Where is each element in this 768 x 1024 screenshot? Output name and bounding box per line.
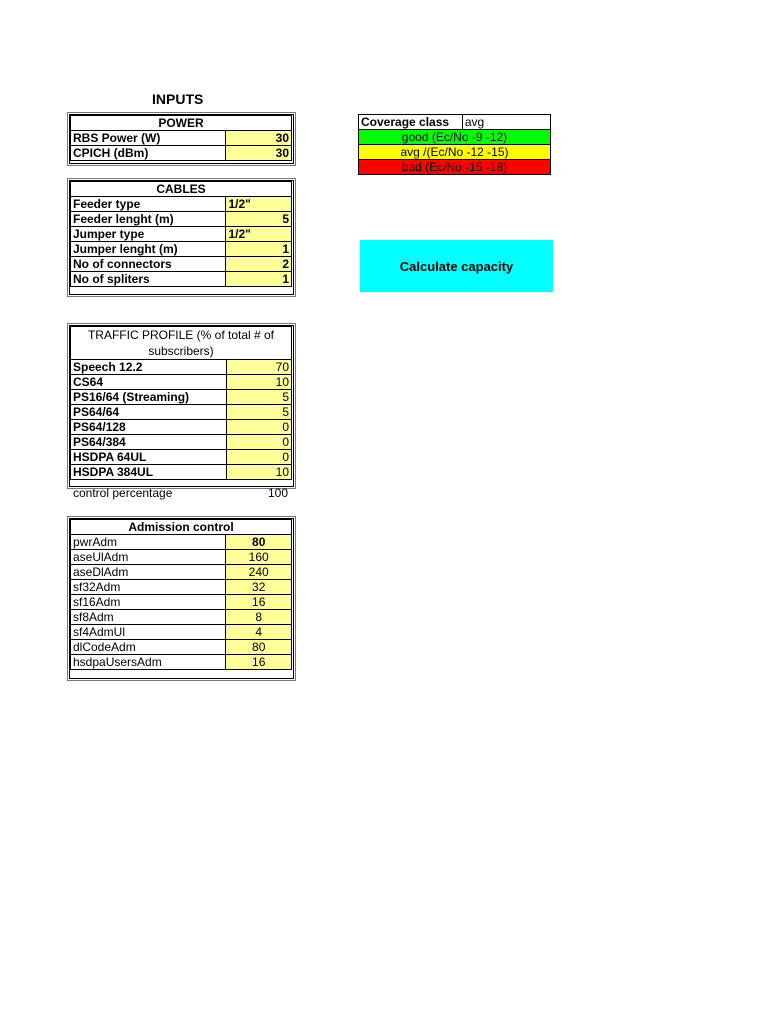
power-value-cell[interactable]: 30 [226,146,292,161]
cables-label: Jumper lenght (m) [71,242,226,257]
cables-label: No of connectors [71,257,226,272]
traffic-value-cell[interactable]: 5 [226,405,291,420]
table-row [359,115,551,130]
cables-label: Feeder type [71,197,226,212]
table-row [71,375,292,390]
coverage-class-label: Coverage class [359,115,463,130]
admission-value-cell[interactable]: 32 [226,580,292,595]
coverage-good: good (Ec/No -9 -12) [359,130,551,145]
table-row [71,465,292,480]
table-row [71,610,292,625]
power-header: POWER [71,116,292,131]
table-row [71,625,292,640]
control-percentage-label: control percentage [73,486,173,500]
table-row [71,535,292,550]
admission-label: sf32Adm [71,580,226,595]
power-table [70,115,292,161]
admission-label: aseDlAdm [71,565,226,580]
traffic-label: PS16/64 (Streaming) [71,390,227,405]
admission-value-cell[interactable]: 4 [226,625,292,640]
traffic-label: PS64/64 [71,405,227,420]
cables-value-cell[interactable]: 1/2" [226,227,292,242]
cables-value-cell[interactable]: 2 [226,257,292,272]
traffic-value-cell[interactable]: 5 [226,390,291,405]
table-row [71,257,292,272]
table-row [71,565,292,580]
table-row [71,580,292,595]
admission-value-cell[interactable]: 80 [226,640,292,655]
admission-label: pwrAdm [71,535,226,550]
traffic-label: CS64 [71,375,227,390]
table-row [71,640,292,655]
table-row [71,405,292,420]
coverage-table [358,114,551,175]
traffic-label: Speech 12.2 [71,360,227,375]
traffic-value-cell[interactable]: 70 [226,360,291,375]
traffic-header-line2: subscribers) [148,344,214,358]
table-row [71,227,292,242]
traffic-label: PS64/384 [71,435,227,450]
admission-label: sf4AdmUl [71,625,226,640]
cables-value-cell[interactable]: 1 [226,242,292,257]
table-row [71,435,292,450]
admission-label: hsdpaUsersAdm [71,655,226,670]
power-value-cell[interactable]: 30 [226,131,292,146]
admission-label: sf8Adm [71,610,226,625]
coverage-bad: bad (Ec/No -15 -18) [359,160,551,175]
cables-header: CABLES [71,182,292,197]
cables-label: No of spliters [71,272,226,287]
table-row [71,390,292,405]
traffic-value-cell[interactable]: 0 [226,450,291,465]
admission-value-cell[interactable]: 16 [226,655,292,670]
traffic-header [71,327,292,360]
cables-value-cell[interactable]: 1/2" [226,197,292,212]
traffic-value-cell[interactable]: 10 [226,375,291,390]
traffic-label: PS64/128 [71,420,227,435]
table-row [71,212,292,227]
table-row [71,420,292,435]
coverage-avg: avg /(Ec/No -12 -15) [359,145,551,160]
calculate-capacity-button[interactable]: Calculate capacity [360,240,553,292]
admission-value-cell[interactable]: 240 [226,565,292,580]
admission-value-cell[interactable]: 8 [226,610,292,625]
table-row [71,242,292,257]
admission-value-cell[interactable]: 80 [226,535,292,550]
power-label: RBS Power (W) [71,131,226,146]
traffic-label: HSDPA 384UL [71,465,227,480]
table-row [71,146,292,161]
cables-value-cell[interactable]: 1 [226,272,292,287]
admission-label: dlCodeAdm [71,640,226,655]
admission-label: sf16Adm [71,595,226,610]
page-title: INPUTS [152,91,204,107]
table-row [71,550,292,565]
coverage-class-value[interactable]: avg [462,115,550,130]
admission-value-cell[interactable]: 16 [226,595,292,610]
table-row [71,450,292,465]
traffic-table [70,326,292,480]
cables-table [70,181,292,287]
cables-value-cell[interactable]: 5 [226,212,292,227]
admission-value-cell[interactable]: 160 [226,550,292,565]
control-percentage-value: 100 [267,486,288,500]
cables-label: Jumper type [71,227,226,242]
table-row [71,595,292,610]
admission-label: aseUlAdm [71,550,226,565]
table-row [71,655,292,670]
table-row [71,197,292,212]
table-row [71,360,292,375]
table-row [71,272,292,287]
cables-label: Feeder lenght (m) [71,212,226,227]
traffic-header-line1: TRAFFIC PROFILE (% of total # of [87,328,275,342]
traffic-label: HSDPA 64UL [71,450,227,465]
traffic-value-cell[interactable]: 0 [226,435,291,450]
admission-header: Admission control [71,520,292,535]
table-row [71,131,292,146]
admission-table [70,519,292,670]
power-label: CPICH (dBm) [71,146,226,161]
traffic-value-cell[interactable]: 10 [226,465,291,480]
traffic-value-cell[interactable]: 0 [226,420,291,435]
